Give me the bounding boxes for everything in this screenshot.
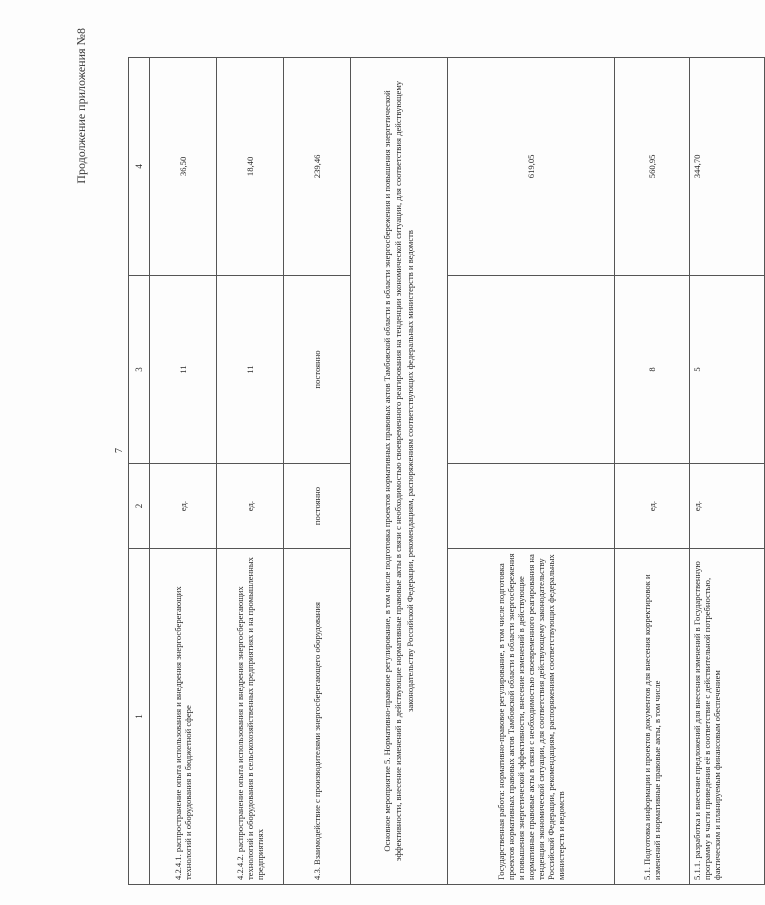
- table-row: [615, 58, 690, 885]
- main-event-row: [351, 58, 448, 885]
- main-event-text: Основное мероприятие 5. Нормативно-правовое регулирование, в том числе подготовка проектов нормативных правовых актов Тамбовской области в области энергосбережения и повышения энергетической эффективности, внесение изменений в действующие нормативные правовые акты в связи с необходимостью своевременного реагирования на тенденции экономической ситуации, для соответствия действующему законодательству Российской Федерации, рекомендациям, распоряжениям соответствующих федеральных министерств и ведомств: [351, 58, 448, 885]
- row-name: 4.3. Взаимодействие с производителями энергосберегающего оборудования: [284, 548, 351, 884]
- row-unit: ед.: [150, 464, 217, 549]
- row-name: 4.2.4.2. распространение опыта использования и внедрения энергосберегающих технологий и оборудования в сельскохозяйственных предприятиях и на промышленных предприятиях: [217, 548, 284, 884]
- row-quantity: 11: [217, 275, 284, 463]
- row-amount: 36,50: [150, 58, 217, 276]
- row-unit: ед.: [615, 464, 690, 549]
- row-amount: 560,95: [615, 58, 690, 276]
- column-number-2: 2: [129, 464, 150, 549]
- row-unit: ед.: [690, 464, 765, 549]
- table-row: [690, 58, 765, 885]
- table-row: [217, 58, 284, 885]
- row-name: Государственная работа: нормативно-правовое регулирование, в том числе подготовка проектов нормативных правовых актов Тамбовской области в области энергосбережения и повышения энергетической эффективности, внесение изменений в действующие нормативные правовые акты в связи с необходимостью своевременного реагирования на тенденции экономической ситуации, для соответствия действующему законодательству Российской Федерации, рекомендациям, распоряжениям соответствующих федеральных министерств и ведомств: [448, 548, 615, 884]
- appendix-note: Продолжение приложения №8: [74, 28, 88, 184]
- column-number-1: 1: [129, 548, 150, 884]
- row-quantity: 11: [150, 275, 217, 463]
- row-amount: 344,70: [690, 58, 765, 276]
- data-table: [128, 57, 765, 885]
- page-number: 7: [114, 448, 125, 453]
- row-unit: постоянно: [284, 464, 351, 549]
- row-amount: 619,05: [448, 58, 615, 276]
- row-name: 5.1. Подготовка информации и проектов документов для внесения корректировок и изменений в нормативные правовые акты, в том числе: [615, 548, 690, 884]
- row-name: 5.1.1. разработка и внесение предложений для внесения изменений в Государственную программу в части приведения её в соответствие с действительной потребностью, фактическим и планируемым финансовым обеспечением: [690, 548, 765, 884]
- row-name: 4.2.4.1. распространение опыта использования и внедрения энергосберегающих технологий и оборудования в бюджетной сфере: [150, 548, 217, 884]
- table-row: [284, 58, 351, 885]
- row-unit: ед.: [217, 464, 284, 549]
- column-number-4: 4: [129, 58, 150, 276]
- row-unit: [448, 464, 615, 549]
- table-row: [150, 58, 217, 885]
- row-quantity: 8: [615, 275, 690, 463]
- row-quantity: постоянно: [284, 275, 351, 463]
- row-quantity: 5: [690, 275, 765, 463]
- row-amount: 239,46: [284, 58, 351, 276]
- table-header-row: [129, 58, 150, 885]
- row-amount: 18,40: [217, 58, 284, 276]
- column-number-3: 3: [129, 275, 150, 463]
- row-quantity: [448, 275, 615, 463]
- table-row: [448, 58, 615, 885]
